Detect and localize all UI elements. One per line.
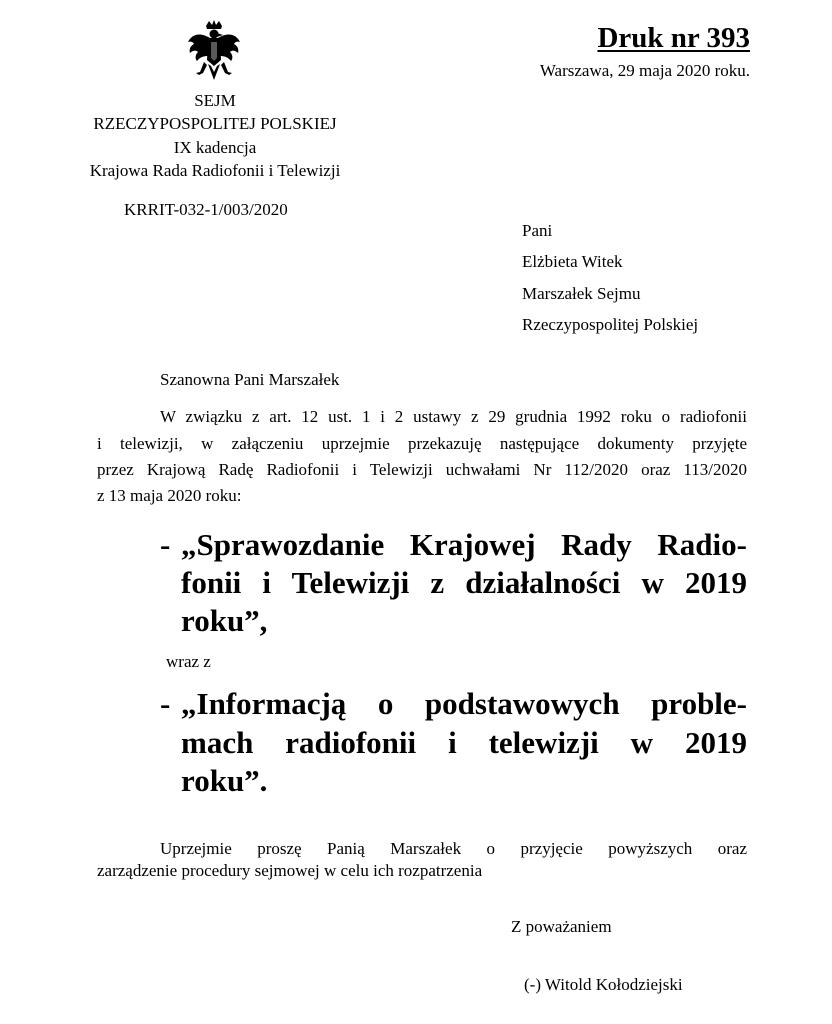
item-title-line: roku”, (181, 603, 268, 638)
item-title-line: „Informacją o podstawowych proble- (181, 686, 747, 721)
addressee-institution: Rzeczypospolitej Polskiej (522, 315, 699, 334)
place-and-date: Warszawa, 29 maja 2020 roku. (539, 61, 750, 80)
body-line: i telewizji, w załączeniu uprzejmie przekazuję następujące dokumenty przyjęte (97, 434, 747, 453)
closing-line: Uprzejmie proszę Panią Marszałek o przyjęcie powyższych oraz (160, 839, 747, 858)
connector-text: wraz z (166, 652, 211, 671)
body-line: przez Krajową Radę Radiofonii i Telewizji uchwałami Nr 112/2020 oraz 113/2020 (97, 460, 747, 479)
list-dash: - (160, 686, 171, 721)
item-title-line: fonii i Telewizji z działalności w 2019 (181, 565, 747, 600)
header-council: Krajowa Rada Radiofonii i Telewizji (89, 161, 341, 180)
item-title-line: mach radiofonii i telewizji w 2019 (181, 725, 747, 760)
print-number: Druk nr 393 (597, 22, 750, 54)
addressee-line: Pani (522, 221, 553, 240)
body-line: z 13 maja 2020 roku: (97, 486, 242, 505)
addressee-name: Elżbieta Witek (522, 252, 623, 271)
regards: Z poważaniem (511, 917, 612, 936)
body-line: W związku z art. 12 ust. 1 i 2 ustawy z 29 grudnia 1992 roku o radiofonii (160, 407, 747, 426)
item-title-line: roku”. (181, 763, 268, 798)
header-sejm: SEJM (194, 91, 236, 110)
addressee-title: Marszałek Sejmu (522, 284, 641, 303)
signature: (-) Witold Kołodziejski (524, 975, 683, 994)
reference-number: KRRIT-032-1/003/2020 (124, 200, 288, 219)
item-title-line: „Sprawozdanie Krajowej Rady Radio- (181, 527, 747, 562)
closing-line: zarządzenie procedury sejmowej w celu ich rozpatrzenia (97, 861, 483, 880)
header-term: IX kadencja (173, 138, 257, 157)
list-dash: - (160, 527, 171, 562)
salutation: Szanowna Pani Marszałek (160, 370, 340, 389)
header-republic: RZECZYPOSPOLITEJ POLSKIEJ (93, 114, 337, 133)
polish-eagle-emblem (186, 20, 242, 82)
